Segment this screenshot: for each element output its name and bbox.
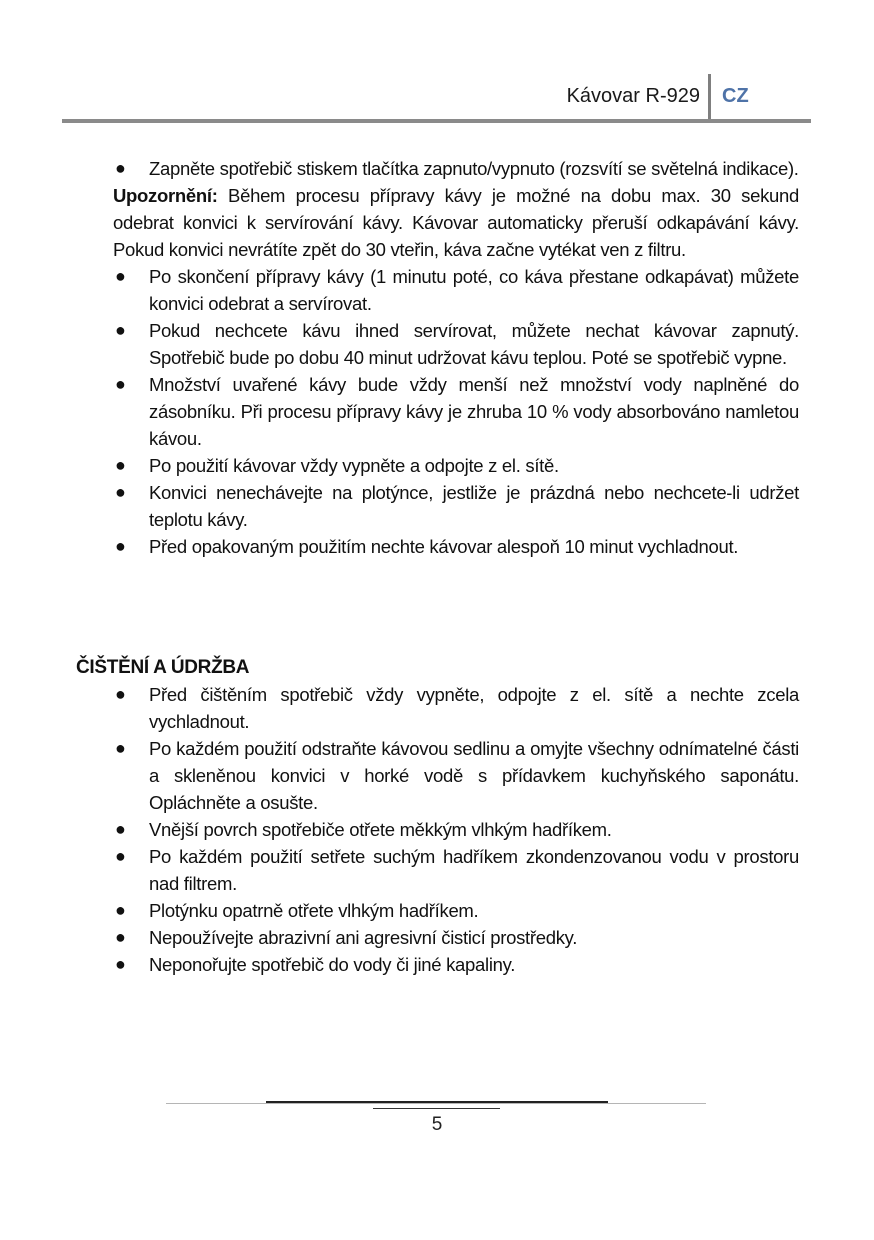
warning-label: Upozornění: <box>113 185 218 206</box>
bullet-icon: ● <box>115 266 126 286</box>
list-item: ● Zapněte spotřebič stiskem tlačítka zapnuto/vypnuto (rozsvítí se světelná indikace). <box>149 155 799 182</box>
footer-rule-inner <box>373 1108 500 1109</box>
header-rule <box>62 119 811 123</box>
list-item: ● Před opakovaným použitím nechte kávovar alespoň 10 minut vychladnout. <box>149 533 799 560</box>
header-divider <box>708 74 711 120</box>
warning-text: Během procesu přípravy kávy je možné na dobu max. 30 sekund odebrat konvici k servírování kávy. Kávovar automaticky přeruší odkapávání kávy. Pokud konvici nevrátíte zpět do 30 vteřin, káva začne vytékat ven z filtru. <box>113 185 799 260</box>
page-content <box>0 155 874 978</box>
warning-note <box>113 182 799 263</box>
document-title: Kávovar R-929 <box>566 85 700 107</box>
list-item: ● Vnější povrch spotřebiče otřete měkkým vlhkým hadříkem. <box>149 816 799 843</box>
bullet-icon: ● <box>115 320 126 340</box>
bullet-icon: ● <box>115 738 126 758</box>
bullet-icon: ● <box>115 846 126 866</box>
bullet-icon: ● <box>115 482 126 502</box>
bullet-icon: ● <box>115 684 126 704</box>
bullet-icon: ● <box>115 455 126 475</box>
list-item: ● Konvici nenechávejte na plotýnce, jestliže je prázdná nebo nechcete-li udržet teplotu kávy. <box>149 479 799 533</box>
list-item: ● Po každém použití odstraňte kávovou sedlinu a omyjte všechny odnímatelné části a skleněnou konvici v horké vodě s přídavkem kuchyňského saponátu. Opláchněte a osušte. <box>149 735 799 816</box>
usage-list <box>0 263 874 560</box>
section-heading-cleaning: ČIŠTĚNÍ A ÚDRŽBA <box>76 657 250 678</box>
bullet-icon: ● <box>115 954 126 974</box>
page-number: 5 <box>431 1114 443 1135</box>
bullet-icon: ● <box>115 374 126 394</box>
language-code: CZ <box>722 85 749 107</box>
usage-list-top <box>0 155 874 182</box>
list-item: ● Po skončení přípravy kávy (1 minutu poté, co káva přestane odkapávat) můžete konvici odebrat a servírovat. <box>149 263 799 317</box>
bullet-icon: ● <box>115 819 126 839</box>
list-item: ● Po každém použití setřete suchým hadříkem zkondenzovanou vodu v prostoru nad filtrem. <box>149 843 799 897</box>
list-item: ● Množství uvařené kávy bude vždy menší než množství vody naplněné do zásobníku. Při procesu přípravy kávy je zhruba 10 % vody absorbováno namletou kávou. <box>149 371 799 452</box>
footer-rule-middle <box>266 1101 608 1103</box>
cleaning-list <box>0 681 874 978</box>
list-item: ● Před čištěním spotřebič vždy vypněte, odpojte z el. sítě a nechte zcela vychladnout. <box>149 681 799 735</box>
bullet-icon: ● <box>115 536 126 556</box>
list-item: ● Neponořujte spotřebič do vody či jiné kapaliny. <box>149 951 799 978</box>
list-item: ● Po použití kávovar vždy vypněte a odpojte z el. sítě. <box>149 452 799 479</box>
bullet-icon: ● <box>115 900 126 920</box>
bullet-icon: ● <box>115 927 126 947</box>
list-item: ● Pokud nechcete kávu ihned servírovat, můžete nechat kávovar zapnutý. Spotřebič bude po dobu 40 minut udržovat kávu teplou. Poté se spotřebič vypne. <box>149 317 799 371</box>
list-item: ● Plotýnku opatrně otřete vlhkým hadříkem. <box>149 897 799 924</box>
list-item: ● Nepoužívejte abrazivní ani agresivní čisticí prostředky. <box>149 924 799 951</box>
footer-rule-outer <box>166 1103 706 1104</box>
bullet-icon: ● <box>115 158 126 178</box>
